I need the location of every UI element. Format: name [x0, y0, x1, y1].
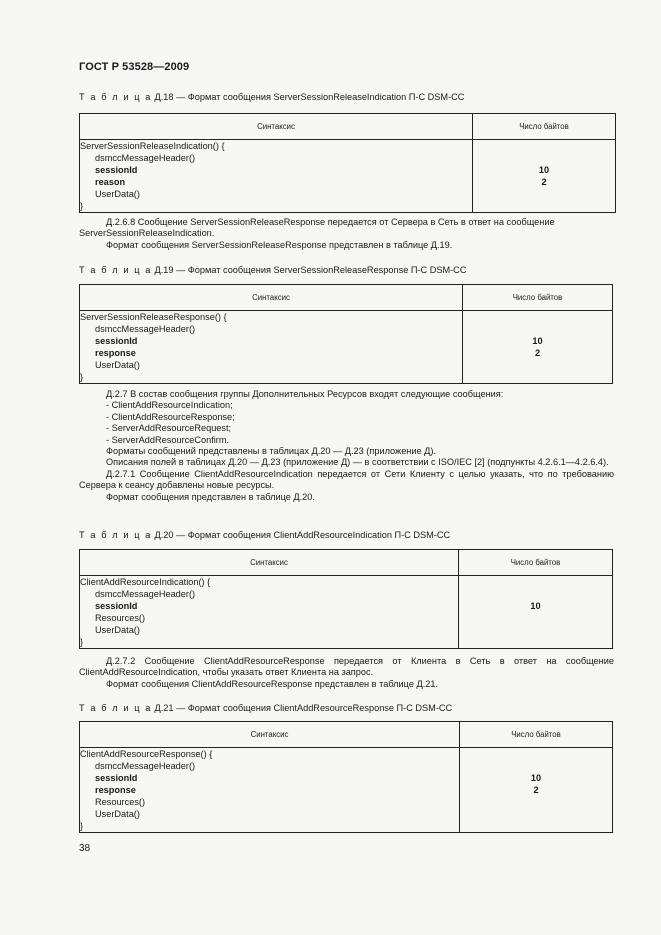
code-line: ClientAddResourceIndication() { — [80, 577, 211, 587]
code-line: UserData() — [95, 809, 140, 819]
code-line: UserData() — [95, 360, 140, 370]
code-line: sessionId — [95, 773, 138, 783]
caption-text: Д.21 — Формат сообщения ClientAddResourceResponse П-С DSM-CC — [151, 703, 453, 713]
caption-prefix: Т а б л и ц а — [79, 530, 152, 540]
code-line: UserData() — [95, 625, 140, 635]
column-header-syntax: Синтаксис — [80, 114, 473, 140]
paragraph: Формат сообщения ServerSessionReleaseResponse представлен в таблице Д.19. — [106, 239, 453, 250]
column-header-syntax: Синтаксис — [80, 550, 459, 576]
byte-count: 10 — [538, 165, 550, 175]
code-line: reason — [95, 177, 126, 187]
code-line: dsmccMessageHeader() — [95, 153, 196, 163]
text-block-1 — [79, 217, 614, 251]
code-line: sessionId — [95, 601, 138, 611]
code-line: } — [80, 201, 84, 211]
code-line: response — [95, 348, 136, 358]
list-item: - ServerAddResourceConfirm. — [106, 434, 230, 445]
column-header-syntax: Синтаксис — [80, 285, 463, 311]
caption-text: Д.18 — Формат сообщения ServerSessionReleaseIndication П-С DSM-CC — [151, 92, 465, 102]
paragraph: Д.2.7.2 Сообщение ClientAddResourceResponse передается от Клиента в Сеть в ответ на сообщение ClientAddResourceIndication, чтобы указать ответ Клиента на запрос. — [79, 656, 614, 678]
text-block-3 — [79, 656, 614, 690]
code-line: dsmccMessageHeader() — [95, 589, 196, 599]
code-line: response — [95, 785, 136, 795]
code-line: dsmccMessageHeader() — [95, 324, 196, 334]
column-header-bytes: Число байтов — [460, 722, 613, 748]
table-d19-caption — [79, 265, 466, 275]
syntax-cell — [80, 140, 473, 213]
code-line: ClientAddResourceResponse() { — [80, 749, 213, 759]
bytes-cell — [463, 311, 613, 384]
table-d21-caption — [79, 703, 452, 713]
column-header-syntax: Синтаксис — [80, 722, 460, 748]
caption-prefix: Т а б л и ц а — [79, 703, 152, 713]
byte-count: 10 — [530, 773, 542, 783]
code-line: } — [80, 372, 84, 382]
byte-count: 2 — [541, 177, 547, 187]
code-line: dsmccMessageHeader() — [95, 761, 196, 771]
caption-text: Д.20 — Формат сообщения ClientAddResourceIndication П-С DSM-CC — [151, 530, 451, 540]
text-block-2 — [79, 389, 614, 503]
code-line: Resources() — [95, 797, 146, 807]
syntax-cell — [80, 311, 463, 384]
table-d18 — [79, 113, 616, 213]
code-line: ServerSessionReleaseResponse() { — [80, 312, 227, 322]
code-line: ServerSessionReleaseIndication() { — [80, 141, 225, 151]
byte-count: 2 — [533, 785, 539, 795]
column-header-bytes: Число байтов — [473, 114, 616, 140]
caption-prefix: Т а б л и ц а — [79, 265, 152, 275]
caption-prefix: Т а б л и ц а — [79, 92, 152, 102]
table-d18-caption — [79, 92, 464, 102]
code-line: } — [80, 637, 84, 647]
list-item: - ServerAddResourceRequest; — [106, 423, 232, 434]
caption-text: Д.19 — Формат сообщения ServerSessionReleaseResponse П-С DSM-CC — [151, 265, 467, 275]
table-d19 — [79, 284, 613, 384]
paragraph: Д.2.6.8 Сообщение ServerSessionReleaseResponse передается от Сервера в Сеть в ответ на сообщение ServerSessionReleaseIndication. — [79, 217, 555, 239]
bytes-cell — [459, 576, 613, 649]
paragraph: Описания полей в таблицах Д.20 — Д.23 (приложение Д) — в соответствии с ISO/IEC [2] (подпункты 4.2.6.1—4.2.6.4). — [106, 457, 609, 468]
paragraph: Форматы сообщений представлены в таблицах Д.20 — Д.23 (приложение Д). — [106, 446, 437, 457]
syntax-cell — [80, 576, 459, 649]
list-item: - ClientAddResourceIndication; — [106, 400, 233, 411]
bytes-cell — [460, 748, 613, 833]
code-line: } — [80, 821, 84, 831]
code-line: UserData() — [95, 189, 140, 199]
table-d20 — [79, 549, 613, 649]
list-item: - ClientAddResourceResponse; — [106, 411, 235, 422]
bytes-cell — [473, 140, 616, 213]
code-line: sessionId — [95, 336, 138, 346]
byte-count: 2 — [534, 348, 541, 358]
paragraph: Д.2.7 В состав сообщения группы Дополнительных Ресурсов входят следующие сообщения: — [106, 389, 504, 399]
paragraph: Формат сообщения представлен в таблице Д.20. — [106, 491, 315, 502]
code-line: sessionId — [95, 165, 138, 175]
paragraph: Д.2.7.1 Сообщение ClientAddResourceIndication передается от Сети Клиенту с целью указать, что по требованию Сервера к сеансу добавлены новые ресурсы. — [79, 468, 614, 491]
page-number: 38 — [79, 843, 91, 854]
column-header-bytes: Число байтов — [463, 285, 613, 311]
paragraph: Формат сообщения ClientAddResourceResponse представлен в таблице Д.21. — [106, 678, 439, 689]
code-line: Resources() — [95, 613, 146, 623]
byte-count: 10 — [532, 336, 543, 346]
syntax-cell — [80, 748, 460, 833]
byte-count: 10 — [530, 601, 541, 611]
table-d20-caption — [79, 530, 450, 540]
column-header-bytes: Число байтов — [459, 550, 613, 576]
table-d21 — [79, 721, 613, 833]
document-header: ГОСТ Р 53528—2009 — [79, 61, 190, 73]
